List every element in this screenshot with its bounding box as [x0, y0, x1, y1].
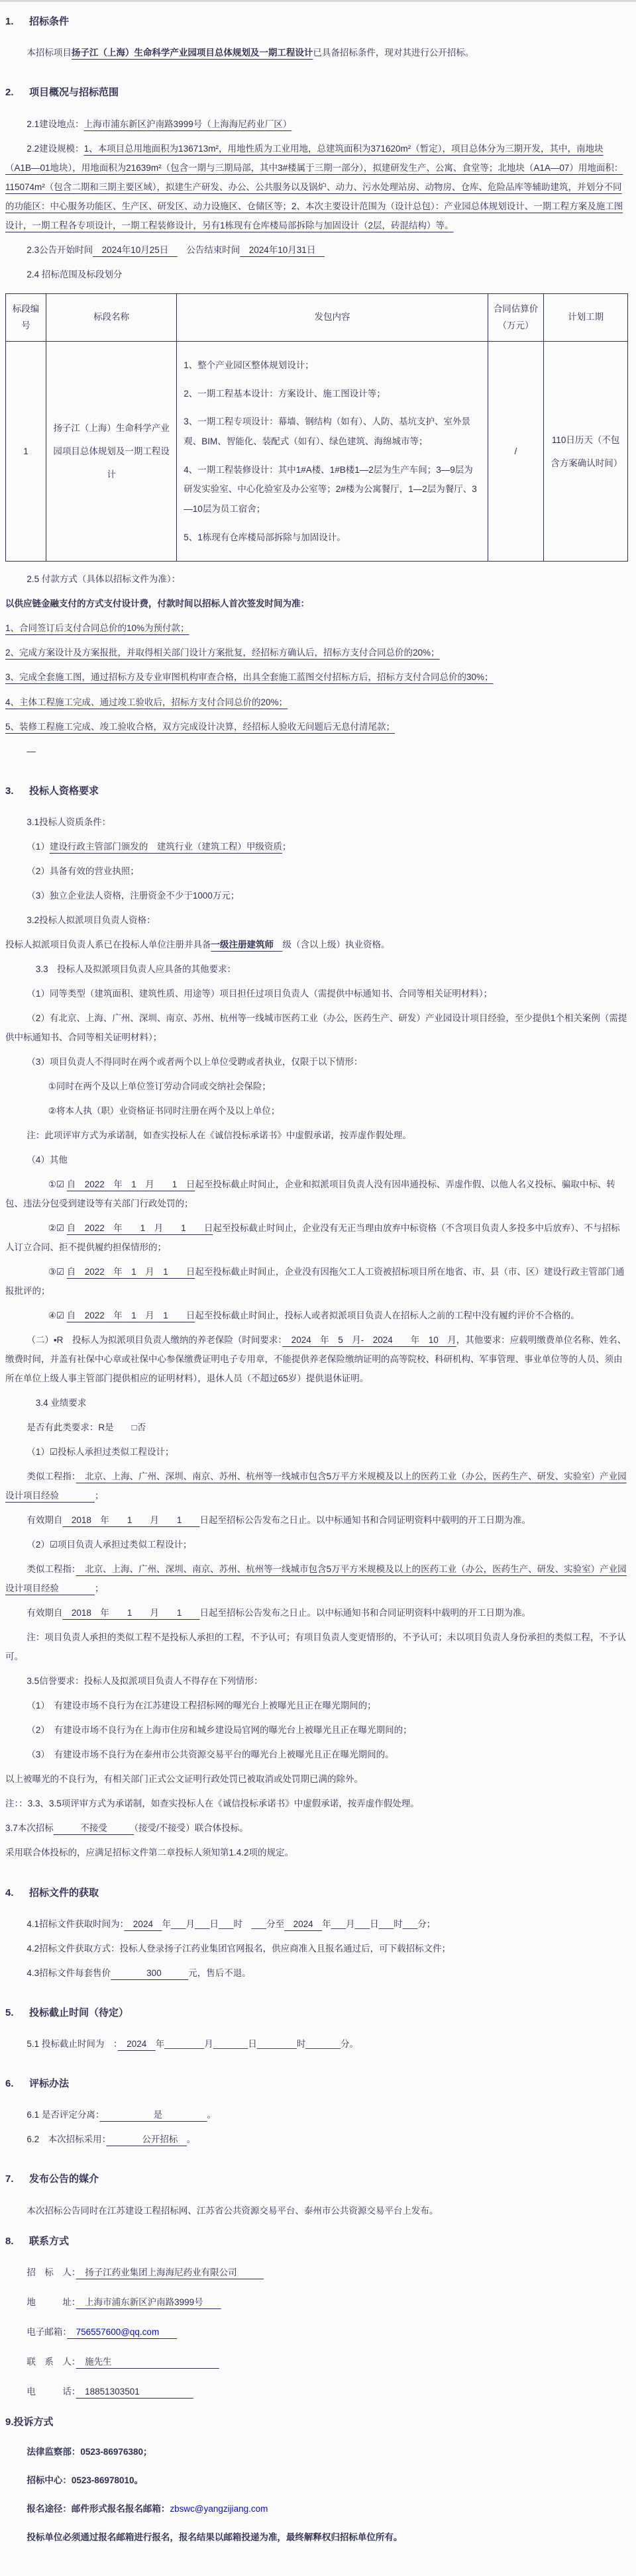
date-range-blank: 2024 年 5 月- 2024 年 10 月	[282, 1335, 456, 1346]
field-label: 4.1招标文件获取时间为：	[26, 1918, 125, 1929]
qualification-label: 3.1投标人资质条件：	[26, 817, 111, 827]
field-label: 公告结束时间	[177, 244, 240, 255]
contact-row-tenderer	[5, 2263, 628, 2282]
price-value: 300	[111, 1967, 189, 1978]
table-header-lot-name: 标段名称	[46, 293, 177, 341]
table-row	[6, 341, 628, 562]
acquisition-method: 4.2招标文件获取方式：投标人登录扬子江药业集团官网报名，供应商准入且报名通过后，可下载招标文件；	[26, 1943, 451, 1954]
email-link[interactable]: 756557600@qq.com	[76, 2326, 160, 2337]
tenderer-name: 扬子江药业集团上海海尼药业有限公司	[76, 2267, 264, 2277]
section-title: 招标条件	[29, 16, 70, 27]
checkbox-marker: ④☑	[48, 1311, 67, 1321]
section-heading	[5, 11, 628, 32]
start-date: 2024年10月25日	[93, 244, 178, 255]
contact-row-email	[5, 2322, 628, 2342]
evaluation-separation	[5, 2105, 628, 2124]
placeholder-dash: —	[26, 746, 36, 756]
checkbox-marker: ③☑	[48, 1267, 67, 1277]
content-item: 4、一期工程装修设计：其中1#A楼、1#B楼1—2层为生产车间；3—9层为研发实验室、中心化验室及办公室等；2#楼为公寓餐厅，1—2层为餐厅、3—10层为员工宿舍；	[184, 464, 477, 515]
project-name: 扬子江（上海）生命科学产业园项目总体规划及一期工程设计	[71, 48, 313, 58]
section-5-bid-deadline	[5, 2003, 628, 2054]
content-item: 5、1栋现有仓库楼局部拆除与加固设计。	[184, 532, 346, 542]
consortium-rule: 采用联合体投标的，应满足招标文件第二章投标人须知第1.4.2项的规定。	[5, 1848, 294, 1858]
text-tail: （接受/不接受）联合体投标。	[134, 1823, 248, 1834]
qualification-item: （3）独立企业法人资格，注册资金不少于1000万元；	[26, 890, 240, 901]
text-tail: ，其他要求：应载明缴费单位名称、姓名、缴费时间，并盖有社保中心章或社保中心参保缴费证明电子专用章，不能提供养老保险缴纳证明的高等院校、科研机构、军事管理、事业单位等的人员、须由所在单位上级人事主管部门提供相应的证明材料），退休人员（不超过65岁）提供退休证明。	[5, 1335, 627, 1384]
date-blank: 2018 年 1 月 1	[62, 1515, 200, 1526]
consortium-bidding	[5, 1818, 628, 1838]
intro-text-tail: 已具备招标条件，现对其进行公开招标。	[313, 48, 474, 58]
section-heading	[5, 82, 628, 103]
validity-period	[5, 1511, 628, 1530]
section-2-project-overview	[5, 82, 628, 760]
acquisition-time	[5, 1914, 628, 1934]
qualification-item	[5, 837, 628, 856]
declaration-item	[5, 1218, 628, 1257]
field-label: 2.2建设规模：	[26, 143, 84, 154]
lot-division-label: 2.4 招标范围及标段划分	[26, 269, 123, 279]
declaration-item	[5, 1306, 628, 1325]
section-number: 6.	[5, 2078, 14, 2090]
field-label: 6.1 是否评定分离：	[26, 2110, 100, 2120]
lot-price-cell: /	[488, 341, 544, 562]
field-value: 北京、上海、广州、深圳、南京、苏州、杭州等一线城市包含5万平方米规模及以上的医药工业（办公，医药生产、研发、实验室）产业园设计项目经验	[5, 1564, 627, 1594]
section-heading	[5, 781, 628, 802]
declaration-text: 起至投标截止时间止，企业和拟派项目负责人没有因串通投标、弄虚作假、以他人名义投标、骗取中标、转包、违法分包受到建设等有关部门行政处罚的；	[5, 1179, 615, 1209]
section-number: 4.	[5, 1887, 14, 1899]
payment-item: 1、合同签订后支付合同总价的10%为预付款；	[5, 623, 189, 634]
deadline-time	[5, 2034, 628, 2054]
text-tail: 日起至招标公告发布之日止。以中标通知书和合同证明资料中载明的开工日期为准。	[199, 1515, 531, 1526]
section-title: 投诉方式	[13, 2416, 54, 2428]
section-number: 2.	[5, 87, 14, 99]
section-7-announcement-media	[5, 2169, 628, 2220]
tender-type	[5, 2130, 628, 2149]
section-6-evaluation-method	[5, 2073, 628, 2149]
credit-exception: 以上被曝光的不良行为，有相关部门正式公文证明行政处罚已被取消或处罚期已满的除外。	[5, 1774, 363, 1785]
year-value: 2024	[124, 1918, 162, 1929]
text: 投标人拟派项目负责人系已在投标人单位注册并具备	[5, 939, 211, 950]
field-value: 上海市浦东新区沪南路3999号（上海海尼药业厂区）	[83, 119, 292, 129]
other-requirement-item: （3）项目负责人不得同时在两个或者两个以上单位受聘或者执业，仅限于以下情形：	[26, 1056, 363, 1067]
credit-item: （3） 有建设市场不良行为在泰州市公共资源交易平台的曝光台上被曝光且正在曝光期间的。	[26, 1750, 394, 1760]
section-9-complaint-method	[5, 2412, 628, 2547]
year-value: 2024	[284, 1918, 323, 1929]
other-requirement-item: （2）有北京、上海、广州、深圳、南京、苏州、杭州等一线城市医药工业（办公，医药生产、研发）产业园设计项目经验，至少提供1个相关案例（需提供中标通知书、合同等相关证明材料）；	[5, 1013, 627, 1042]
date-blank: 2018 年 1 月 1	[62, 1608, 200, 1618]
pension-insurance-requirement	[5, 1330, 628, 1388]
media-paragraph: 本次招标公告同时在江苏建设工程招标网、江苏省公共资源交易平台、泰州市公共资源交易平台上发布。	[26, 2205, 439, 2216]
credit-item: （2） 有建设市场不良行为在上海市住房和城乡建设局官网的曝光台上被曝光且正在曝光期间的；	[26, 1725, 412, 1736]
project-leader-qualification	[5, 935, 628, 954]
date-blank: 自 2022 年 1 月 1 日	[66, 1267, 195, 1277]
section-number: 3.	[5, 785, 14, 797]
tail: ；	[95, 1491, 104, 1501]
text: 投标人为拟派项目负责人缴纳的养老保险（时间要求：	[72, 1335, 283, 1346]
lot-duration-cell: 110日历天（不包含方案确认时间）	[544, 341, 628, 562]
declaration-item	[5, 1175, 628, 1213]
similar-project-definition	[5, 1560, 628, 1598]
payment-intro: 以供应链金融支付的方式支付设计费，付款时间以招标人首次签发时间为准：	[5, 599, 309, 609]
text-tail: 级（含以上级）执业资格。	[282, 939, 390, 950]
note: 注：项目负责人承担的类似工程不是投标人承担的工程，不予认可；有项目负责人变更情形的，不予认可；未以项目负责人身份承担的类似工程，不予认可。	[5, 1632, 626, 1662]
similar-project-definition	[5, 1467, 628, 1505]
intro-text: 本招标项目	[26, 48, 72, 58]
text-tail: 元，售后不退。	[188, 1967, 251, 1978]
section-title: 投标人资格要求	[29, 785, 99, 797]
performance-requirement-label: 3.4 业绩要求	[35, 1398, 87, 1409]
section-title: 投标截止时间（待定）	[29, 2006, 129, 2018]
legal-supervision-phone: 法律监察部：0523-86976380；	[26, 2447, 152, 2457]
section-title: 发布公告的媒介	[29, 2173, 99, 2185]
field-value: 1、本项目总用地面积为136713m²，用地性质为工业用地，总建筑面积为371620m²（暂定），项目总体分为三期开发，其中，南地块（A1B—01地块），用地面积为21639m²（包含一期与三期局部，其中3#楼属于三期一部分），拟建研发生产、公寓、食堂等；北地块（A1A—07）用地面积：115074m²（包含二期和三期主要区域），拟建生产研发、办公、公共服务以及锅炉、动力、污水处理站房、动物房、仓库、危险品库等辅助建筑，并划分不同的功能区：中心服务功能区、生产区、研发区、动力设施区、仓储区等；2、本次主要设计范围为（设计总包）：产业园总体规划设计、一期工程方案及施工图设计，一期工程各专项设计，一期工程装修设计，另有1栋现有仓库楼局部拆除与加固设计（2层，砖混结构）等。	[5, 143, 623, 230]
contact-row-phone	[5, 2382, 628, 2401]
field-label: 类似工程指：	[26, 1471, 76, 1482]
text-tail: 日起至招标公告发布之日止。以中标通知书和合同证明资料中载明的开工日期为准。	[199, 1608, 531, 1618]
credit-item: （1） 有建设市场不良行为在江苏建设工程招标网的曝光台上被曝光且正在曝光期间的；	[26, 1701, 376, 1711]
content-item: 2、一期工程基本设计：方案设计、施工图设计等；	[184, 388, 386, 399]
date-blank: 自 2022 年 1 月 1 日	[66, 1179, 195, 1190]
table-header-duration: 计划工期	[544, 293, 628, 341]
section-title: 联系方式	[29, 2235, 70, 2247]
construction-site	[5, 115, 628, 134]
section-number: 5.	[5, 2006, 14, 2018]
section-8-contact-info	[5, 2231, 628, 2401]
lot-content-cell	[177, 341, 488, 562]
registration-email-link[interactable]: zbswc@yangzijiang.com	[170, 2504, 268, 2514]
section-title: 项目概况与招标范围	[29, 87, 119, 99]
performance-question: 是否有此类要求：R是 □否	[26, 1422, 146, 1433]
checkbox-marker: ②☑	[48, 1223, 67, 1234]
content-item: 1、整个产业园区整体规划设计；	[184, 360, 314, 370]
tender-lots-table	[5, 293, 628, 562]
field-label: 报名途径：邮件形式报名报名邮箱：	[26, 2504, 170, 2514]
section-heading	[5, 2003, 628, 2024]
contact-row-person	[5, 2352, 628, 2371]
tail: ；	[95, 1583, 104, 1594]
declaration-text: 起至投标截止时间止，企业没有因拖欠工人工资被招标项目所在地省、市、县（市、区）建设行政主管部门通报批评的；	[5, 1267, 625, 1297]
checkbox-marker: ①☑	[48, 1179, 67, 1190]
contact-row-address	[5, 2293, 628, 2312]
table-header-content: 发包内容	[177, 293, 488, 341]
field-label: 地 址：	[26, 2297, 76, 2307]
section-number: 1.	[5, 16, 14, 27]
qualification-item: （2）具备有效的营业执照；	[26, 866, 139, 876]
blank-fields: 年___月___日___时 ___分至	[162, 1918, 285, 1929]
accept-value: 不接受	[53, 1823, 134, 1834]
section-1-tender-conditions	[5, 11, 628, 62]
section-heading	[5, 2169, 628, 2190]
blank	[67, 2327, 76, 2337]
performance-item: （1）☑投标人承担过类似工程设计；	[26, 1447, 174, 1458]
sub-item: ①同时在两个及以上单位签订劳动合同或交纳社会保险；	[48, 1081, 271, 1091]
credit-requirement-label: 3.5信誉要求：投标人及拟派项目负责人不得存在下列情形：	[26, 1676, 263, 1687]
declaration-text: 起至投标截止时间止，投标人或者拟派项目负责人在招标人之前的工程中没有履约评价不合格的。	[195, 1311, 580, 1321]
declaration-item	[5, 1262, 628, 1301]
field-value: 北京、上海、广州、深圳、南京、苏州、杭州等一线城市包含5万平方米规模及以上的医药工业（办公，医药生产、研发、实验室）产业园设计项目经验	[5, 1471, 627, 1501]
tender-condition-paragraph	[5, 43, 628, 62]
payment-item: 2、完成方案设计及方案报批，并取得相关部门设计方案批复，经招标方确认后，招标方支付合同总价的20%；	[5, 648, 440, 658]
other-label: （4）其他	[26, 1155, 68, 1165]
section-number: 8.	[5, 2235, 14, 2247]
address-value: 上海市浦东新区沪南路3999号	[76, 2297, 221, 2307]
section-number: 9.	[5, 2416, 14, 2428]
blank-fields: 年___月___日___时___分；	[322, 1918, 436, 1929]
table-header-row	[6, 293, 628, 341]
payment-item: 3、完成全套施工图，通过招标方及专业审图机构审查合格，出具全套施工蓝图交付招标方后，招标方支付合同总价的30%；	[5, 672, 494, 683]
field-label: 有效期自	[26, 1608, 63, 1618]
section-title: 招标文件的获取	[29, 1887, 99, 1899]
field-label: 联 系 人：	[26, 2356, 76, 2367]
item-tail: ；	[282, 841, 292, 852]
project-leader-qualification-label: 3.2投标人拟派项目负责人资格：	[26, 915, 156, 925]
section-3-bidder-qualification	[5, 781, 628, 1863]
content-item: 3、一期工程专项设计：幕墙、钢结构（如有）、人防、基坑支护、室外景观、BIM、智能化、装配式（如有）、绿色建筑、海绵城市等；	[184, 417, 470, 446]
field-label: 招 标 人：	[26, 2267, 76, 2277]
contact-person: 施先生	[76, 2356, 219, 2367]
lot-number-cell: 1	[6, 341, 46, 562]
blank	[159, 2327, 177, 2337]
qualification-grade: 建设行政主管部门颁发的 建筑行业（建筑工程）甲级资质	[49, 841, 282, 852]
item-number: （1）	[26, 841, 50, 852]
section-4-document-acquisition	[5, 1883, 628, 1983]
registration-note: 投标单位必须通过报名邮箱进行报名，报名结果以邮箱投递为准，最终解释权归招标单位所有。	[26, 2532, 403, 2543]
note: 注：此项评审方式为承诺制，如查实投标人在《诚信投标承诺书》中虚假承诺，按弄虚作假处理。	[26, 1130, 411, 1140]
end-date: 2024年10月31日	[240, 244, 325, 255]
other-requirement-item: （1）同等类型（建筑面积、建筑性质、用途等）项目担任过项目负责人（需提供中标通知书、合同等相关证明材料）；	[26, 988, 493, 999]
document-price	[5, 1963, 628, 1983]
payment-method-label: 2.5 付款方式（具体以招标文件为准）：	[26, 574, 181, 585]
table-header-lot-no: 标段编号	[6, 293, 46, 341]
field-label: 3.7本次招标	[5, 1823, 54, 1834]
sub-item: ②将本人执（职）业资格证书同时注册在两个及以上单位；	[48, 1105, 280, 1116]
performance-item: （2）☑项目负责人承担过类似工程设计；	[26, 1540, 192, 1550]
tender-announcement-document	[0, 2, 636, 2576]
field-label: 2.1建设地点：	[26, 119, 84, 129]
tail: 。	[186, 2134, 196, 2145]
item-marker: （二）▪R	[26, 1335, 72, 1346]
field-label: 有效期自	[26, 1515, 63, 1526]
field-label: 类似工程指：	[26, 1564, 76, 1575]
field-label: 2.3公告开始时间	[26, 244, 93, 255]
tender-center-phone: 招标中心：0523-86978010。	[26, 2475, 143, 2486]
payment-item: 5、装修工程施工完成、竣工验收合格，双方完成设计决算，经招标人验收无问题后无息付清尾款；	[5, 721, 396, 732]
section-heading	[5, 2073, 628, 2095]
date-blank: 自 2022 年 1 月 1 日	[66, 1311, 195, 1321]
tail: 。	[207, 2110, 217, 2120]
construction-scale	[5, 139, 628, 235]
payment-item: 4、主体工程施工完成、通过竣工验收后，招标方支付合同总价的20%；	[5, 697, 288, 707]
field-label: 电子邮箱：	[26, 2326, 68, 2337]
announcement-dates	[5, 240, 628, 260]
lot-name-cell: 扬子江（上海）生命科学产业园项目总体规划及一期工程设计	[46, 341, 177, 562]
blank-fields: 年________月_______日________时_______分。	[155, 2039, 358, 2050]
architect-grade: 一级注册建筑师	[211, 939, 283, 950]
note: 注：：3.3、3.5项评审方式为承诺制，如查实投标人在《诚信投标承诺书》中虚假承诺，按弄虚作假处理。	[5, 1799, 419, 1809]
field-label: 4.3招标文件每套售价	[26, 1967, 111, 1978]
table-header-price: 合同估算价（万元）	[488, 293, 544, 341]
field-label: 电 话：	[26, 2386, 76, 2397]
field-label: 6.2 本次招标采用：	[26, 2134, 107, 2145]
field-label: 5.1 投标截止时间为 ：	[26, 2039, 118, 2050]
section-heading	[5, 2231, 628, 2252]
date-blank: 自 2022 年 1 月 1 日	[66, 1223, 213, 1234]
phone-value: 18851303501	[76, 2386, 193, 2397]
validity-period	[5, 1603, 628, 1622]
section-number: 7.	[5, 2173, 14, 2185]
other-requirements-label: 3.3 投标人及拟派项目负责人应具备的其他要求：	[35, 964, 237, 974]
section-title: 评标办法	[29, 2078, 70, 2090]
registration-route	[5, 2499, 628, 2518]
field-value: 公开招标	[106, 2134, 187, 2145]
field-value: 是	[99, 2110, 207, 2120]
section-heading	[5, 1883, 628, 1904]
year-value: 2024	[117, 2039, 156, 2050]
section-heading	[5, 2412, 628, 2433]
declaration-text: 起至投标截止时间止，企业没有无正当理由放弃中标资格（不含项目负责人多投多中后放弃）、不与招标人订立合同、拒不提供履约担保情形的；	[5, 1223, 620, 1253]
